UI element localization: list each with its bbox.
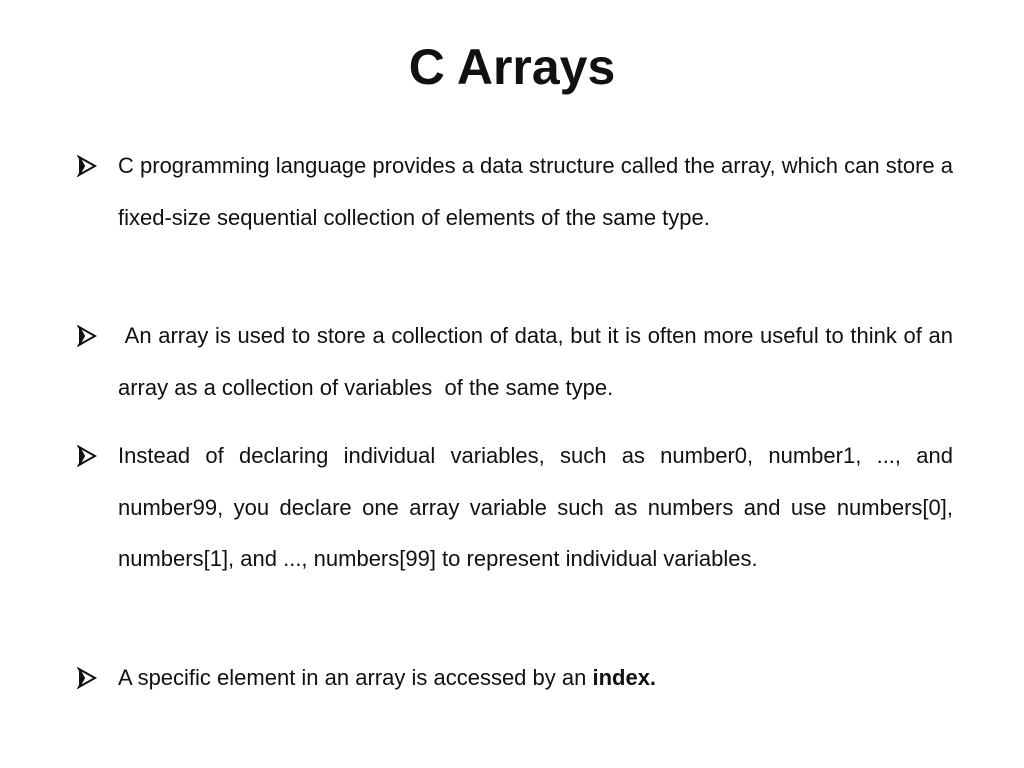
slide-title: C Arrays xyxy=(408,39,616,95)
arrowhead-bullet-icon xyxy=(76,445,98,467)
bullet-text xyxy=(118,652,953,704)
arrowhead-bullet-icon xyxy=(76,325,98,347)
bullet-text: C programming language provides a data structure called the array, which can store a fixed-size sequential collection of elements of the same type. xyxy=(118,153,953,230)
arrowhead-bullet-icon xyxy=(76,155,98,177)
bullet-text: An array is used to store a collection of data, but it is often more useful to think of an array as a collection of variables of the same type. xyxy=(118,323,960,400)
index-keyword: index. xyxy=(592,665,657,690)
bullet-text: Instead of declaring individual variables, such as number0, number1, ..., and number99, you declare one array variable such as numbers and use numbers[0], numbers[1], and ..., numbers[99] to represent individual variables. xyxy=(118,443,953,572)
arrowhead-bullet-icon xyxy=(76,667,98,689)
bullet-text-prefix: A specific element in an array is accessed by an xyxy=(118,665,593,690)
